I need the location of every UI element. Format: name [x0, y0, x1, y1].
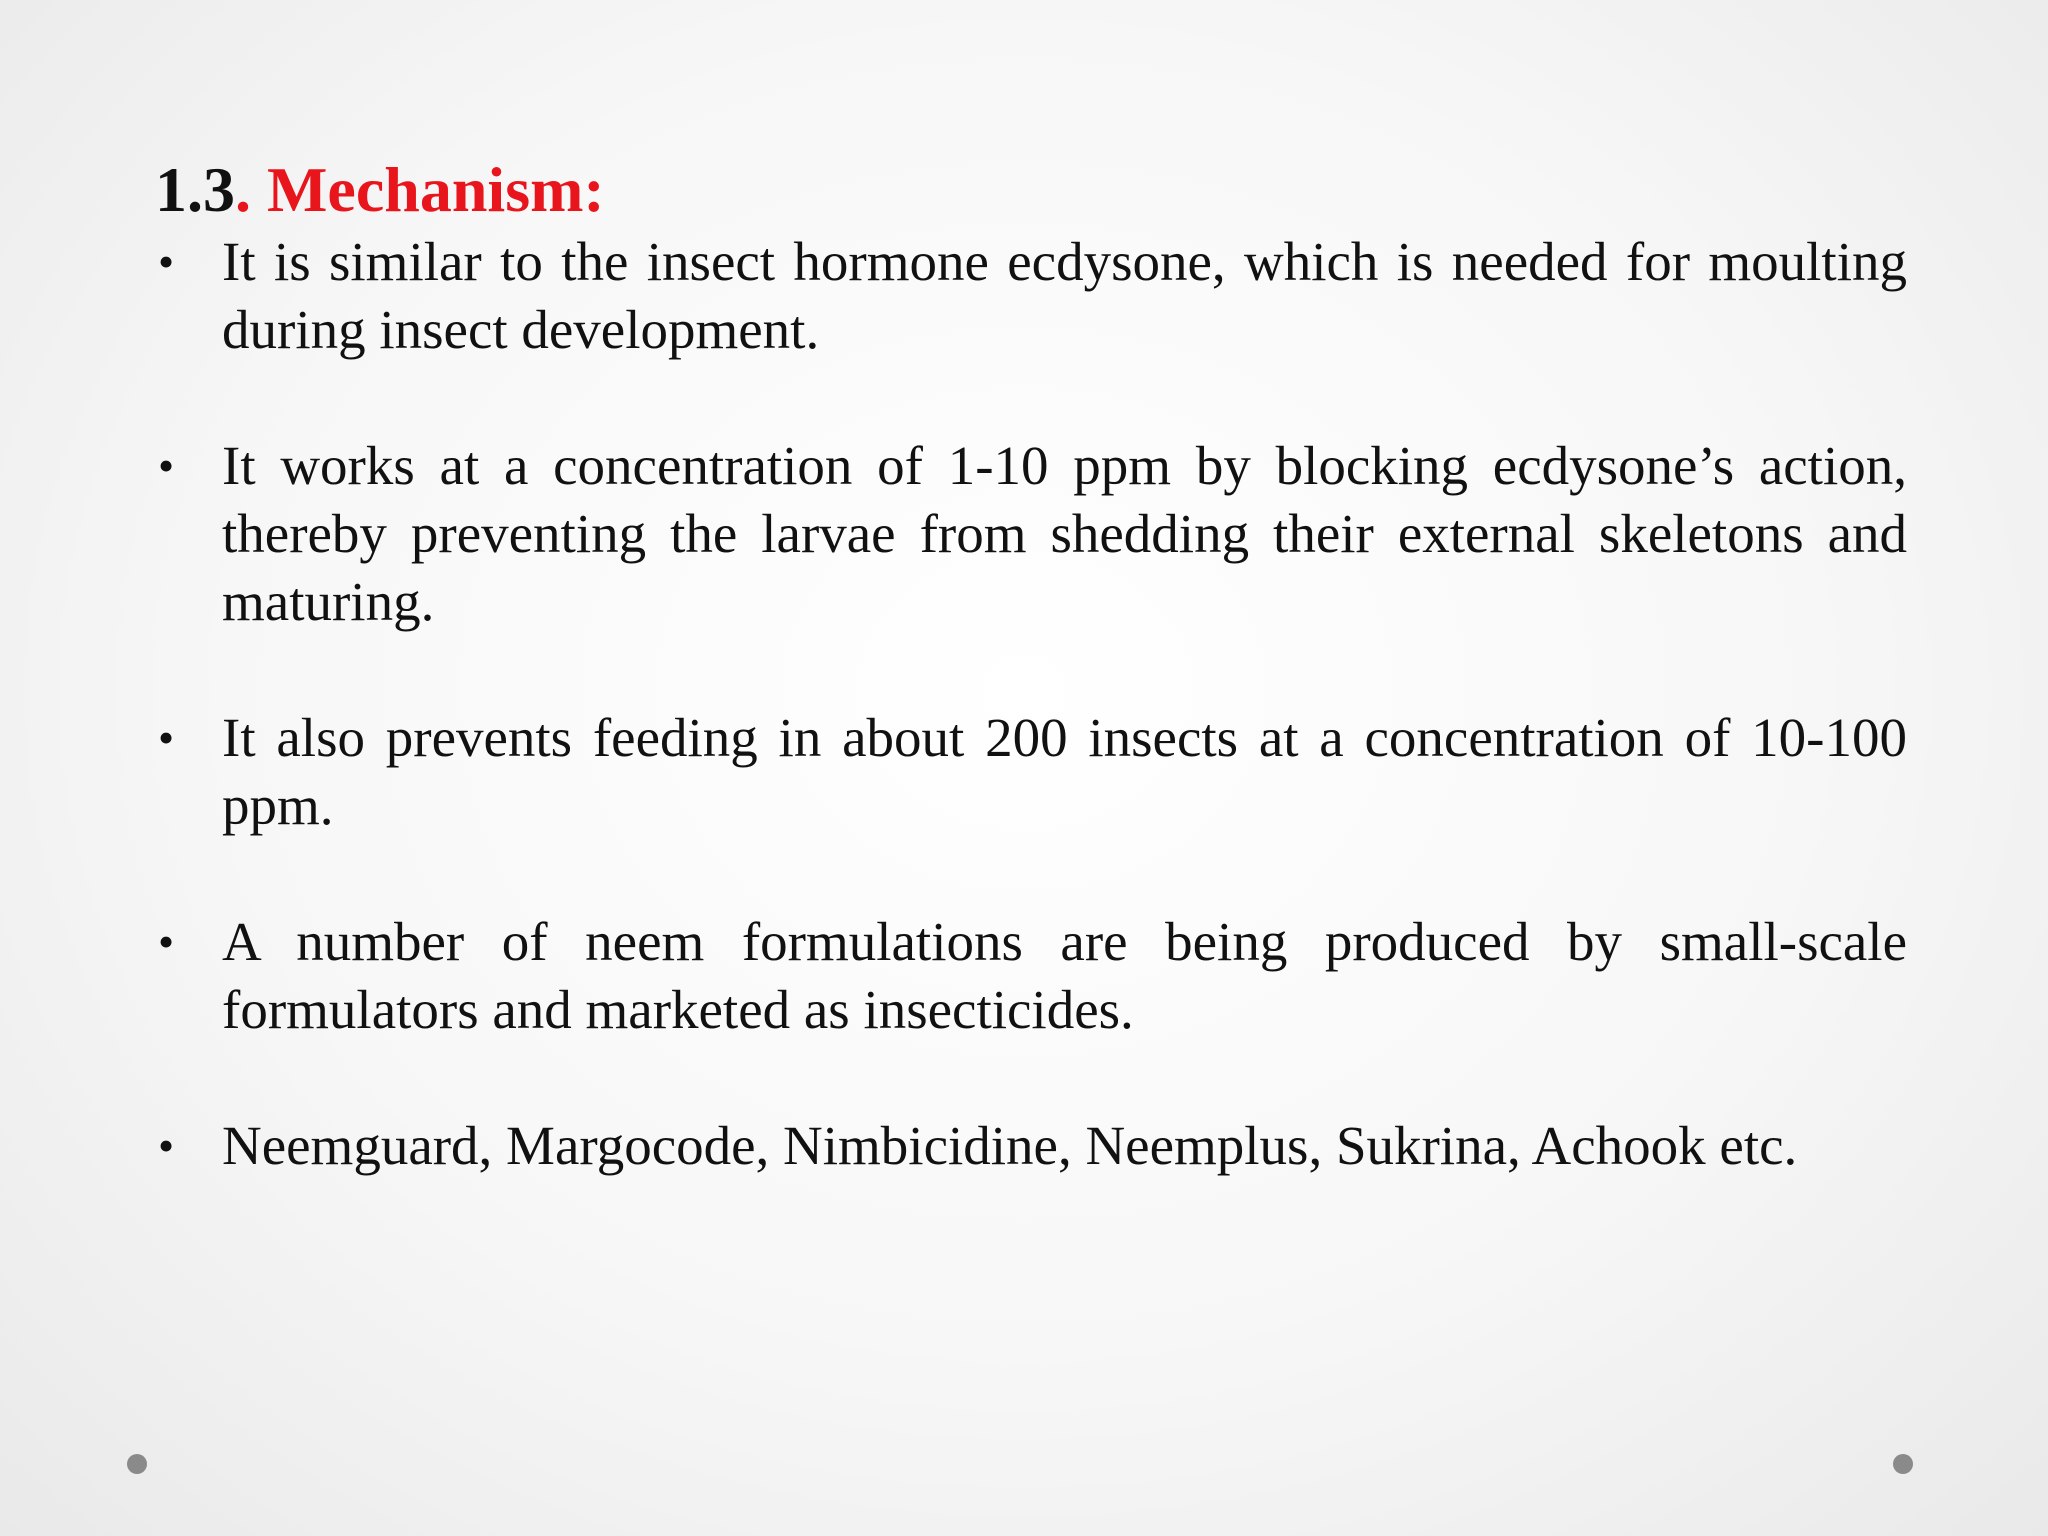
slide-title: [155, 150, 605, 230]
bullet-text: Neemguard, Margocode, Nimbicidine, Neemplus, Sukrina, Achook etc.: [222, 1115, 1798, 1176]
corner-dot-left: [127, 1454, 147, 1474]
bullet-marker: •: [158, 712, 175, 763]
bullet-item: [155, 1112, 1907, 1180]
bullet-text: It is similar to the insect hormone ecdysone, which is needed for moulting during insect development.: [222, 231, 1907, 360]
bullet-marker: •: [158, 1120, 175, 1171]
section-heading: . Mechanism:: [235, 154, 605, 225]
bullet-text: It also prevents feeding in about 200 insects at a concentration of 10-100 ppm.: [222, 707, 1907, 836]
bullet-text: It works at a concentration of 1-10 ppm by blocking ecdysone’s action, thereby preventing the larvae from shedding their external skeletons and maturing.: [222, 435, 1907, 632]
bullet-text: A number of neem formulations are being produced by small-scale formulators and marketed as insecticides.: [222, 911, 1907, 1040]
bullet-marker: •: [158, 440, 175, 491]
bullet-item: [155, 432, 1907, 636]
bullet-item: [155, 704, 1907, 840]
bullet-marker: •: [158, 236, 175, 287]
corner-dot-right: [1893, 1454, 1913, 1474]
bullet-marker: •: [158, 916, 175, 967]
section-number: 1.3: [155, 154, 235, 225]
bullet-item: [155, 228, 1907, 364]
bullet-list: [155, 228, 1907, 1180]
bullet-item: [155, 908, 1907, 1044]
